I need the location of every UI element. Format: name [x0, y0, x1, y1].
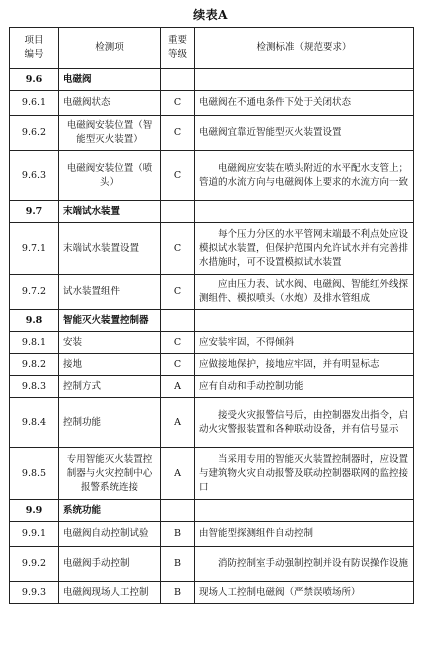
section-standard-empty — [195, 69, 414, 91]
section-title: 末端试水装置 — [59, 201, 161, 223]
importance-grade: C — [161, 332, 195, 354]
section-title: 电磁阀 — [59, 69, 161, 91]
importance-grade: B — [161, 547, 195, 582]
importance-grade: C — [161, 151, 195, 201]
inspection-standard: 接受火灾报警信号后，由控制器发出指令，启动火灾警报装置和各种联动设备，并有信号显示 — [195, 398, 414, 448]
table-title: 续表A — [193, 8, 228, 22]
section-title: 系统功能 — [59, 500, 161, 522]
item-number: 9.8.5 — [10, 448, 59, 500]
inspection-standard: 应有自动和手动控制功能 — [195, 376, 414, 398]
importance-grade: B — [161, 522, 195, 547]
section-standard-empty — [195, 310, 414, 332]
header-standard: 检测标准（规范要求） — [195, 28, 414, 69]
table-row — [10, 151, 414, 201]
item-number: 9.8.2 — [10, 354, 59, 376]
check-item: 控制方式 — [59, 376, 161, 398]
table-header-row — [10, 28, 414, 69]
inspection-standard: 当采用专用的智能灭火装置控制器时，应设置与建筑物火灾自动报警及联动控制器联网的监控接口 — [195, 448, 414, 500]
table-row — [10, 223, 414, 275]
header-check-item: 检测项 — [59, 28, 161, 69]
item-number: 9.6.1 — [10, 91, 59, 116]
item-number: 9.7.1 — [10, 223, 59, 275]
section-grade-empty — [161, 69, 195, 91]
table-row — [10, 522, 414, 547]
table-row — [10, 91, 414, 116]
inspection-standard: 电磁阀在不通电条件下处于关闭状态 — [195, 91, 414, 116]
table-row — [10, 547, 414, 582]
importance-grade: C — [161, 91, 195, 116]
check-item: 接地 — [59, 354, 161, 376]
header-grade: 重要 等级 — [161, 28, 195, 69]
item-number: 9.9.1 — [10, 522, 59, 547]
inspection-standard: 现场人工控制电磁阀（严禁误喷场所） — [195, 582, 414, 604]
section-standard-empty — [195, 201, 414, 223]
inspection-standard: 每个压力分区的水平管网末端最不利点处应设模拟试水装置，但保护范围内允许试水并有完善排水措施时，可不设置模拟试水装置 — [195, 223, 414, 275]
item-number: 9.8.3 — [10, 376, 59, 398]
section-row — [10, 310, 414, 332]
importance-grade: A — [161, 376, 195, 398]
section-grade-empty — [161, 500, 195, 522]
importance-grade: A — [161, 398, 195, 448]
section-number: 9.9 — [10, 500, 59, 522]
check-item: 末端试水装置设置 — [59, 223, 161, 275]
section-row — [10, 500, 414, 522]
importance-grade: B — [161, 582, 195, 604]
inspection-standard: 应安装牢固，不得倾斜 — [195, 332, 414, 354]
inspection-table — [9, 27, 414, 604]
section-title: 智能灭火装置控制器 — [59, 310, 161, 332]
importance-grade: C — [161, 354, 195, 376]
table-row — [10, 448, 414, 500]
item-number: 9.7.2 — [10, 275, 59, 310]
importance-grade: C — [161, 275, 195, 310]
importance-grade: C — [161, 223, 195, 275]
check-item: 控制功能 — [59, 398, 161, 448]
item-number: 9.8.1 — [10, 332, 59, 354]
check-item: 专用智能灭火装置控制器与火灾控制中心报警系统连接 — [59, 448, 161, 500]
table-body — [10, 69, 414, 604]
section-number: 9.7 — [10, 201, 59, 223]
section-standard-empty — [195, 500, 414, 522]
inspection-standard: 应由压力表、试水阀、电磁阀、智能红外线探测组件、模拟喷头（水炮）及排水管组成 — [195, 275, 414, 310]
check-item: 电磁阀自动控制试验 — [59, 522, 161, 547]
table-row — [10, 376, 414, 398]
inspection-standard: 消防控制室手动强制控制并设有防误操作设施 — [195, 547, 414, 582]
section-row — [10, 201, 414, 223]
item-number: 9.8.4 — [10, 398, 59, 448]
importance-grade: C — [161, 116, 195, 151]
table-row — [10, 582, 414, 604]
item-number: 9.6.3 — [10, 151, 59, 201]
importance-grade: A — [161, 448, 195, 500]
check-item: 电磁阀状态 — [59, 91, 161, 116]
item-number: 9.9.3 — [10, 582, 59, 604]
table-row — [10, 116, 414, 151]
item-number: 9.9.2 — [10, 547, 59, 582]
inspection-standard: 电磁阀宜靠近智能型灭火装置设置 — [195, 116, 414, 151]
inspection-standard: 应做接地保护，接地应牢固，并有明显标志 — [195, 354, 414, 376]
section-grade-empty — [161, 310, 195, 332]
item-number: 9.6.2 — [10, 116, 59, 151]
section-row — [10, 69, 414, 91]
section-number: 9.6 — [10, 69, 59, 91]
check-item: 电磁阀安装位置（智能型灭火装置） — [59, 116, 161, 151]
header-item-no: 项目 编号 — [10, 28, 59, 69]
section-number: 9.8 — [10, 310, 59, 332]
check-item: 电磁阀手动控制 — [59, 547, 161, 582]
table-row — [10, 332, 414, 354]
table-row — [10, 398, 414, 448]
inspection-standard: 由智能型探测组件自动控制 — [195, 522, 414, 547]
table-row — [10, 354, 414, 376]
check-item: 电磁阀安装位置（喷头） — [59, 151, 161, 201]
table-row — [10, 275, 414, 310]
check-item: 电磁阀现场人工控制 — [59, 582, 161, 604]
check-item: 试水装置组件 — [59, 275, 161, 310]
section-grade-empty — [161, 201, 195, 223]
check-item: 安装 — [59, 332, 161, 354]
inspection-standard: 电磁阀应安装在喷头附近的水平配水支管上；管道的水流方向与电磁阀体上要求的水流方向一致 — [195, 151, 414, 201]
